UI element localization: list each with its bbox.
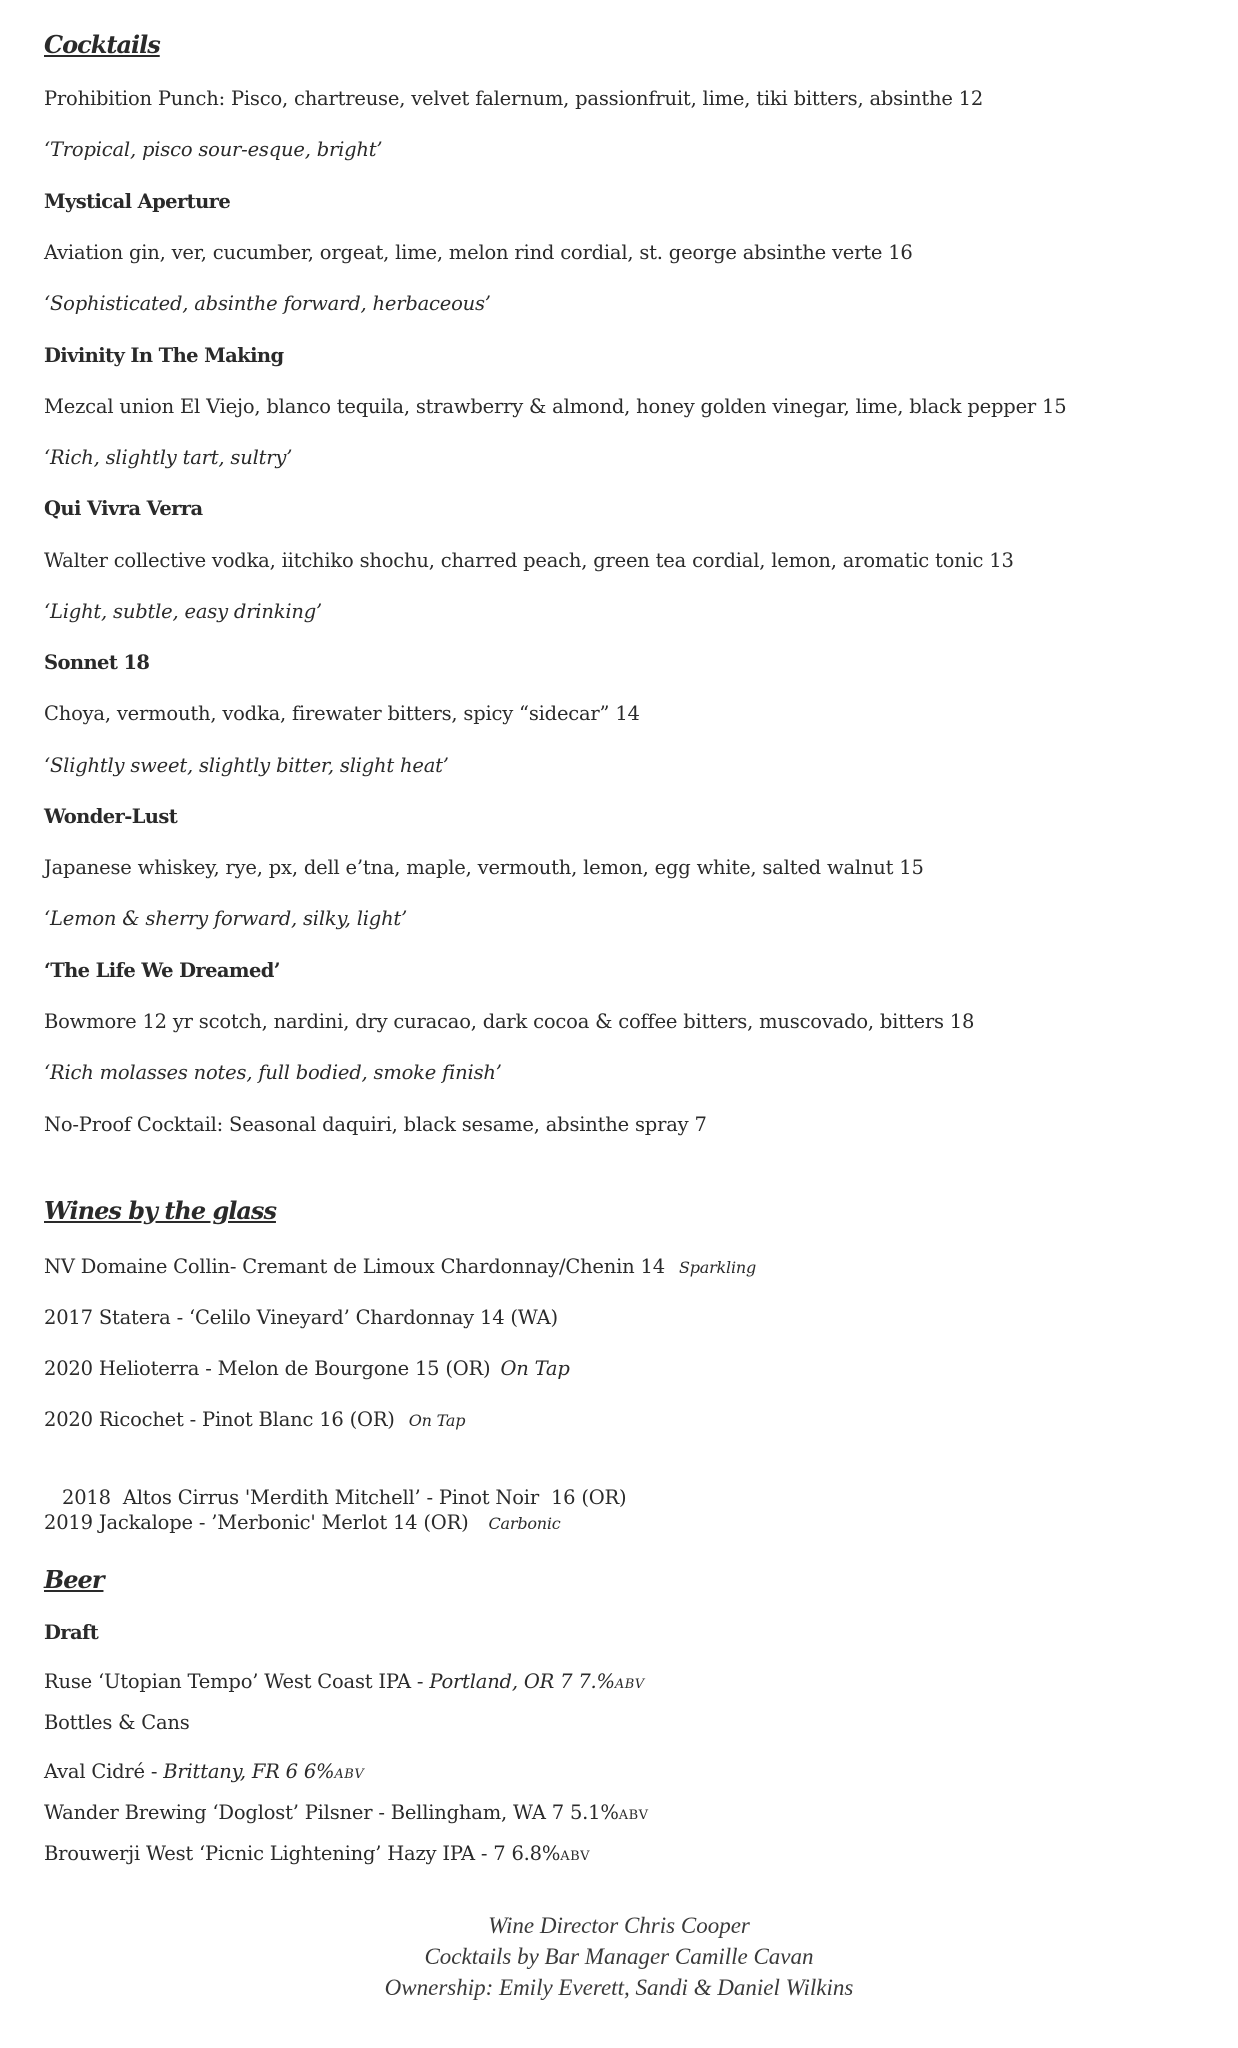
- wine-item: [44, 1510, 561, 1537]
- cocktail-description: Japanese whiskey, rye, px, dell e’tna, maple, vermouth, lemon, egg white, salted walnut 15: [44, 856, 924, 879]
- wine-item: [44, 1459, 626, 1511]
- beer-abv-label: ABV: [614, 1677, 645, 1692]
- bottles-cans-label: Bottles & Cans: [44, 1711, 190, 1734]
- wine-text: 2017 Statera - ‘Celilo Vineyard’ Chardonnay 14 (WA): [44, 1306, 558, 1329]
- cocktail-description: Choya, vermouth, vodka, firewater bitters, spicy “sidecar” 14: [44, 702, 640, 725]
- wines-heading: Wines by the glass: [44, 1196, 276, 1225]
- beer-abv-label: ABV: [334, 1767, 365, 1782]
- wine-item: [44, 1356, 570, 1382]
- cocktail-description: Bowmore 12 yr scotch, nardini, dry curacao, dark cocoa & coffee bitters, muscovado, bitters 18: [44, 1010, 975, 1033]
- cocktail-tasting-note: ‘Rich, slightly tart, sultry’: [44, 446, 293, 469]
- beer-text: Wander Brewing ‘Doglost’ Pilsner - Bellingham, WA 7 5.1%: [44, 1801, 619, 1824]
- beer-text: Aval Cidré -: [44, 1760, 164, 1783]
- beer-text: Brouwerji West ‘Picnic Lightening’ Hazy IPA - 7 6.8%: [44, 1842, 561, 1865]
- footer-ownership: Ownership: Emily Everett, Sandi & Daniel Wilkins: [384, 1975, 854, 2000]
- cocktail-description: Aviation gin, ver, cucumber, orgeat, lime, melon rind cordial, st. george absinthe verte 16: [44, 241, 913, 264]
- footer-wine-director: Wine Director Chris Cooper: [488, 1913, 750, 1938]
- cocktail-description: Prohibition Punch: Pisco, chartreuse, velvet falernum, passionfruit, lime, tiki bitters, absinthe 12: [44, 87, 984, 110]
- no-proof-cocktail: No-Proof Cocktail: Seasonal daquiri, black sesame, absinthe spray 7: [44, 1113, 707, 1136]
- wine-tag: On Tap: [500, 1357, 570, 1380]
- wine-item: [44, 1305, 558, 1331]
- wine-tag: On Tap: [408, 1411, 466, 1430]
- wine-text: 2020 Helioterra - Melon de Bourgone 15 (OR): [44, 1357, 491, 1380]
- wine-item: [44, 1254, 756, 1281]
- bottle-beer-item: [44, 1759, 364, 1788]
- footer-bar-manager: Cocktails by Bar Manager Camille Cavan: [424, 1944, 814, 1969]
- draft-beer-item: [44, 1669, 645, 1698]
- cocktail-name: Divinity In The Making: [44, 344, 284, 367]
- wine-tag: Carbonic: [488, 1514, 561, 1533]
- wine-item: [44, 1407, 465, 1434]
- bottle-beer-item: [44, 1800, 649, 1829]
- wine-text: NV Domaine Collin- Cremant de Limoux Chardonnay/Chenin 14: [44, 1255, 665, 1278]
- beer-origin-price: Portland, OR 7 7.%: [429, 1670, 615, 1693]
- cocktail-name: Qui Vivra Verra: [44, 497, 203, 520]
- cocktail-description: Mezcal union El Viejo, blanco tequila, strawberry & almond, honey golden vinegar, lime, black pepper 15: [44, 395, 1067, 418]
- cocktail-tasting-note: ‘Sophisticated, absinthe forward, herbaceous’: [44, 292, 491, 315]
- cocktail-description: Walter collective vodka, iitchiko shochu, charred peach, green tea cordial, lemon, aromatic tonic 13: [44, 549, 1014, 572]
- cocktails-heading: Cocktails: [44, 30, 160, 59]
- wine-text: 2018 Altos Cirrus 'Merdith Mitchell’ - Pinot Noir 16 (OR): [56, 1486, 627, 1509]
- draft-label: Draft: [44, 1621, 99, 1644]
- cocktail-tasting-note: ‘Lemon & sherry forward, silky, light’: [44, 907, 408, 930]
- cocktail-name: Wonder-Lust: [44, 805, 178, 828]
- cocktail-tasting-note: ‘Rich molasses notes, full bodied, smoke finish’: [44, 1061, 502, 1084]
- cocktail-name: Sonnet 18: [44, 651, 150, 674]
- cocktail-name: Mystical Aperture: [44, 190, 231, 213]
- beer-text: Ruse ‘Utopian Tempo’ West Coast IPA -: [44, 1670, 430, 1693]
- cocktail-tasting-note: ‘Light, subtle, easy drinking’: [44, 600, 322, 623]
- beer-heading: Beer: [44, 1565, 104, 1594]
- wine-tag: Sparkling: [678, 1258, 757, 1277]
- bottle-beer-item: [44, 1841, 590, 1870]
- cocktail-tasting-note: ‘Tropical, pisco sour-esque, bright’: [44, 138, 383, 161]
- cocktail-tasting-note: ‘Slightly sweet, slightly bitter, slight heat’: [44, 754, 449, 777]
- beer-abv-label: ABV: [618, 1808, 649, 1823]
- beer-origin-price: Brittany, FR 6 6%: [163, 1760, 335, 1783]
- beer-abv-label: ABV: [560, 1849, 591, 1864]
- cocktail-name: ‘The Life We Dreamed’: [44, 959, 280, 982]
- wine-text: 2019 Jackalope - ’Merbonic' Merlot 14 (OR): [44, 1511, 469, 1534]
- wine-text: 2020 Ricochet - Pinot Blanc 16 (OR): [44, 1408, 395, 1431]
